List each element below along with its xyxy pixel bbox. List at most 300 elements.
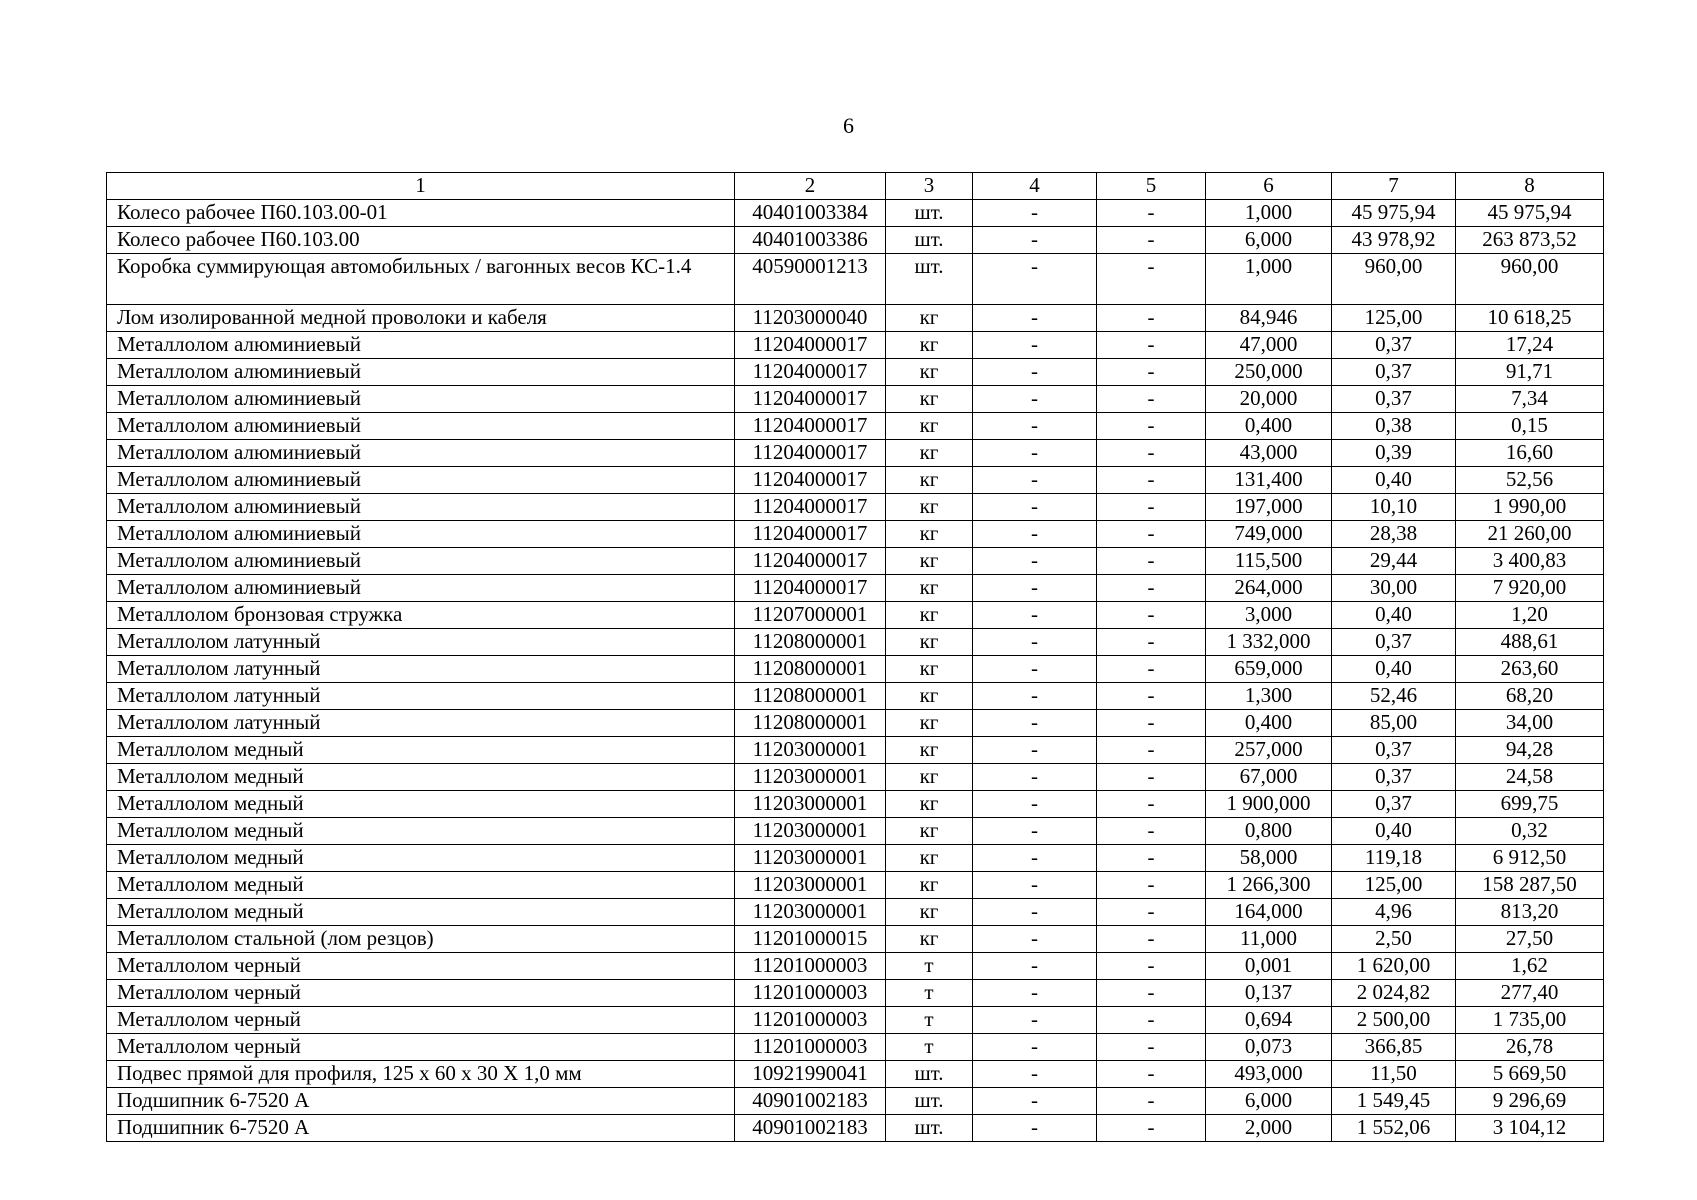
- item-sum: 16,60: [1456, 440, 1604, 467]
- table-row: [107, 1115, 1604, 1142]
- item-price: 1 620,00: [1332, 953, 1456, 980]
- item-unit: шт.: [886, 254, 973, 305]
- item-unit: кг: [886, 602, 973, 629]
- item-code: 11203000001: [735, 764, 886, 791]
- item-name: Металлолом медный: [107, 899, 735, 926]
- item-code: 11204000017: [735, 467, 886, 494]
- item-quantity: 3,000: [1206, 602, 1332, 629]
- table-row: [107, 575, 1604, 602]
- item-unit: кг: [886, 656, 973, 683]
- item-sum: 3 104,12: [1456, 1115, 1604, 1142]
- item-sum: 34,00: [1456, 710, 1604, 737]
- item-sum: 813,20: [1456, 899, 1604, 926]
- item-price: 960,00: [1332, 254, 1456, 305]
- item-col4: -: [973, 440, 1097, 467]
- item-price: 0,38: [1332, 413, 1456, 440]
- table-row: [107, 440, 1604, 467]
- item-price: 0,37: [1332, 764, 1456, 791]
- item-name: Металлолом алюминиевый: [107, 494, 735, 521]
- item-sum: 5 669,50: [1456, 1061, 1604, 1088]
- item-name: Металлолом алюминиевый: [107, 575, 735, 602]
- item-unit: т: [886, 1034, 973, 1061]
- item-col4: -: [973, 791, 1097, 818]
- item-sum: 158 287,50: [1456, 872, 1604, 899]
- item-unit: кг: [886, 332, 973, 359]
- item-sum: 1,62: [1456, 953, 1604, 980]
- item-code: 11204000017: [735, 494, 886, 521]
- item-name: Металлолом медный: [107, 764, 735, 791]
- item-code: 40401003386: [735, 227, 886, 254]
- item-name: Металлолом черный: [107, 1034, 735, 1061]
- item-col5: -: [1097, 629, 1206, 656]
- item-quantity: 20,000: [1206, 386, 1332, 413]
- item-unit: шт.: [886, 227, 973, 254]
- item-col4: -: [973, 494, 1097, 521]
- item-col4: -: [973, 926, 1097, 953]
- column-number: 7: [1332, 173, 1456, 200]
- table-row: [107, 737, 1604, 764]
- item-col4: -: [973, 467, 1097, 494]
- item-col5: -: [1097, 332, 1206, 359]
- item-code: 11201000015: [735, 926, 886, 953]
- item-col4: -: [973, 899, 1097, 926]
- item-code: 11203000040: [735, 305, 886, 332]
- table-row: [107, 413, 1604, 440]
- item-price: 0,37: [1332, 791, 1456, 818]
- item-col5: -: [1097, 1034, 1206, 1061]
- item-unit: шт.: [886, 200, 973, 227]
- item-price: 0,37: [1332, 332, 1456, 359]
- item-name: Металлолом алюминиевый: [107, 359, 735, 386]
- item-col4: -: [973, 305, 1097, 332]
- item-unit: кг: [886, 548, 973, 575]
- item-name: Металлолом стальной (лом резцов): [107, 926, 735, 953]
- table-row: [107, 548, 1604, 575]
- item-sum: 263,60: [1456, 656, 1604, 683]
- item-code: 11204000017: [735, 386, 886, 413]
- item-col4: -: [973, 413, 1097, 440]
- item-quantity: 749,000: [1206, 521, 1332, 548]
- item-unit: кг: [886, 467, 973, 494]
- item-sum: 960,00: [1456, 254, 1604, 305]
- item-code: 11201000003: [735, 1007, 886, 1034]
- item-sum: 52,56: [1456, 467, 1604, 494]
- item-col5: -: [1097, 1088, 1206, 1115]
- item-code: 11204000017: [735, 575, 886, 602]
- item-quantity: 131,400: [1206, 467, 1332, 494]
- item-sum: 27,50: [1456, 926, 1604, 953]
- item-price: 28,38: [1332, 521, 1456, 548]
- item-unit: кг: [886, 683, 973, 710]
- item-unit: кг: [886, 629, 973, 656]
- item-col4: -: [973, 710, 1097, 737]
- item-code: 11208000001: [735, 683, 886, 710]
- item-quantity: 0,800: [1206, 818, 1332, 845]
- item-col5: -: [1097, 872, 1206, 899]
- table-row: [107, 926, 1604, 953]
- item-col5: -: [1097, 254, 1206, 305]
- item-unit: кг: [886, 710, 973, 737]
- item-price: 0,39: [1332, 440, 1456, 467]
- table-row: [107, 254, 1604, 305]
- item-price: 0,40: [1332, 602, 1456, 629]
- item-sum: 277,40: [1456, 980, 1604, 1007]
- item-price: 11,50: [1332, 1061, 1456, 1088]
- item-unit: кг: [886, 386, 973, 413]
- item-name: Колесо рабочее П60.103.00: [107, 227, 735, 254]
- item-price: 0,37: [1332, 359, 1456, 386]
- item-price: 2 024,82: [1332, 980, 1456, 1007]
- item-sum: 17,24: [1456, 332, 1604, 359]
- item-sum: 7,34: [1456, 386, 1604, 413]
- table-row: [107, 953, 1604, 980]
- item-unit: кг: [886, 872, 973, 899]
- item-price: 0,40: [1332, 656, 1456, 683]
- item-col5: -: [1097, 1061, 1206, 1088]
- item-col4: -: [973, 548, 1097, 575]
- item-col4: -: [973, 1007, 1097, 1034]
- item-col5: -: [1097, 980, 1206, 1007]
- column-number: 6: [1206, 173, 1332, 200]
- item-name: Металлолом алюминиевый: [107, 467, 735, 494]
- item-price: 0,40: [1332, 818, 1456, 845]
- item-name: Колесо рабочее П60.103.00-01: [107, 200, 735, 227]
- item-sum: 24,58: [1456, 764, 1604, 791]
- table-row: [107, 305, 1604, 332]
- item-sum: 6 912,50: [1456, 845, 1604, 872]
- table-row: [107, 467, 1604, 494]
- item-name: Лом изолированной медной проволоки и кабеля: [107, 305, 735, 332]
- item-col5: -: [1097, 575, 1206, 602]
- table-row: [107, 494, 1604, 521]
- item-col5: -: [1097, 926, 1206, 953]
- item-name: Подшипник 6-7520 А: [107, 1088, 735, 1115]
- item-price: 4,96: [1332, 899, 1456, 926]
- item-name: Металлолом алюминиевый: [107, 413, 735, 440]
- item-code: 11203000001: [735, 845, 886, 872]
- item-col4: -: [973, 332, 1097, 359]
- item-name: Металлолом бронзовая стружка: [107, 602, 735, 629]
- item-col4: -: [973, 1061, 1097, 1088]
- item-quantity: 6,000: [1206, 1088, 1332, 1115]
- item-name: Металлолом алюминиевый: [107, 332, 735, 359]
- item-code: 11203000001: [735, 899, 886, 926]
- item-price: 125,00: [1332, 872, 1456, 899]
- item-code: 11201000003: [735, 980, 886, 1007]
- item-quantity: 58,000: [1206, 845, 1332, 872]
- item-code: 11204000017: [735, 521, 886, 548]
- item-col5: -: [1097, 413, 1206, 440]
- item-quantity: 659,000: [1206, 656, 1332, 683]
- page-number: 6: [843, 113, 854, 138]
- item-code: 11203000001: [735, 818, 886, 845]
- item-name: Металлолом латунный: [107, 710, 735, 737]
- item-quantity: 493,000: [1206, 1061, 1332, 1088]
- item-name: Металлолом медный: [107, 737, 735, 764]
- item-name: Металлолом черный: [107, 953, 735, 980]
- item-name: Металлолом медный: [107, 845, 735, 872]
- item-col5: -: [1097, 386, 1206, 413]
- item-col4: -: [973, 521, 1097, 548]
- item-col4: -: [973, 200, 1097, 227]
- table-body: [107, 173, 1604, 1142]
- item-sum: 10 618,25: [1456, 305, 1604, 332]
- item-col5: -: [1097, 1007, 1206, 1034]
- item-col5: -: [1097, 1115, 1206, 1142]
- item-name: Металлолом латунный: [107, 656, 735, 683]
- table-row: [107, 656, 1604, 683]
- table-row: [107, 200, 1604, 227]
- item-quantity: 1 900,000: [1206, 791, 1332, 818]
- item-quantity: 115,500: [1206, 548, 1332, 575]
- item-col4: -: [973, 1088, 1097, 1115]
- table-row: [107, 872, 1604, 899]
- item-unit: кг: [886, 737, 973, 764]
- item-code: 40901002183: [735, 1088, 886, 1115]
- item-code: 11208000001: [735, 710, 886, 737]
- item-price: 1 552,06: [1332, 1115, 1456, 1142]
- item-name: Металлолом медный: [107, 818, 735, 845]
- inventory-table: [106, 172, 1604, 1142]
- item-col5: -: [1097, 737, 1206, 764]
- table-row: [107, 359, 1604, 386]
- item-price: 2 500,00: [1332, 1007, 1456, 1034]
- item-quantity: 197,000: [1206, 494, 1332, 521]
- item-sum: 7 920,00: [1456, 575, 1604, 602]
- table-row: [107, 845, 1604, 872]
- item-code: 11203000001: [735, 791, 886, 818]
- item-quantity: 11,000: [1206, 926, 1332, 953]
- item-col4: -: [973, 845, 1097, 872]
- item-col4: -: [973, 656, 1097, 683]
- column-number: 5: [1097, 173, 1206, 200]
- item-sum: 488,61: [1456, 629, 1604, 656]
- item-name: Металлолом алюминиевый: [107, 386, 735, 413]
- item-price: 10,10: [1332, 494, 1456, 521]
- item-unit: кг: [886, 926, 973, 953]
- item-unit: кг: [886, 440, 973, 467]
- table-row: [107, 980, 1604, 1007]
- item-quantity: 250,000: [1206, 359, 1332, 386]
- item-unit: кг: [886, 494, 973, 521]
- item-sum: 9 296,69: [1456, 1088, 1604, 1115]
- item-unit: т: [886, 1007, 973, 1034]
- item-name: Металлолом латунный: [107, 629, 735, 656]
- item-name: Металлолом алюминиевый: [107, 521, 735, 548]
- item-col4: -: [973, 575, 1097, 602]
- item-unit: т: [886, 980, 973, 1007]
- item-quantity: 0,400: [1206, 710, 1332, 737]
- item-code: 11204000017: [735, 332, 886, 359]
- item-col5: -: [1097, 953, 1206, 980]
- item-quantity: 6,000: [1206, 227, 1332, 254]
- column-number: 8: [1456, 173, 1604, 200]
- item-col5: -: [1097, 227, 1206, 254]
- column-number-row: [107, 173, 1604, 200]
- item-code: 11203000001: [735, 872, 886, 899]
- item-quantity: 0,694: [1206, 1007, 1332, 1034]
- item-col4: -: [973, 818, 1097, 845]
- item-col5: -: [1097, 467, 1206, 494]
- item-col5: -: [1097, 683, 1206, 710]
- item-col5: -: [1097, 494, 1206, 521]
- item-col5: -: [1097, 656, 1206, 683]
- item-sum: 21 260,00: [1456, 521, 1604, 548]
- column-number: 2: [735, 173, 886, 200]
- item-col4: -: [973, 227, 1097, 254]
- item-unit: кг: [886, 764, 973, 791]
- table-row: [107, 521, 1604, 548]
- item-unit: кг: [886, 359, 973, 386]
- item-name: Металлолом алюминиевый: [107, 440, 735, 467]
- item-quantity: 43,000: [1206, 440, 1332, 467]
- item-name: Металлолом черный: [107, 980, 735, 1007]
- table-row: [107, 1007, 1604, 1034]
- item-price: 30,00: [1332, 575, 1456, 602]
- item-quantity: 1 332,000: [1206, 629, 1332, 656]
- item-col4: -: [973, 764, 1097, 791]
- item-sum: 91,71: [1456, 359, 1604, 386]
- table-row: [107, 764, 1604, 791]
- item-unit: шт.: [886, 1088, 973, 1115]
- table-row: [107, 602, 1604, 629]
- item-unit: кг: [886, 845, 973, 872]
- item-col4: -: [973, 386, 1097, 413]
- item-code: 11201000003: [735, 1034, 886, 1061]
- item-quantity: 164,000: [1206, 899, 1332, 926]
- item-col4: -: [973, 737, 1097, 764]
- column-number: 4: [973, 173, 1097, 200]
- item-col4: -: [973, 629, 1097, 656]
- item-price: 29,44: [1332, 548, 1456, 575]
- item-price: 43 978,92: [1332, 227, 1456, 254]
- item-name: Металлолом латунный: [107, 683, 735, 710]
- item-code: 40901002183: [735, 1115, 886, 1142]
- item-price: 125,00: [1332, 305, 1456, 332]
- item-col5: -: [1097, 440, 1206, 467]
- item-name: Подвес прямой для профиля, 125 х 60 х 30 Х 1,0 мм: [107, 1061, 735, 1088]
- item-col5: -: [1097, 359, 1206, 386]
- item-code: 11203000001: [735, 737, 886, 764]
- item-code: 11204000017: [735, 359, 886, 386]
- item-col5: -: [1097, 845, 1206, 872]
- item-name: Металлолом медный: [107, 791, 735, 818]
- item-price: 0,37: [1332, 386, 1456, 413]
- item-name: Коробка суммирующая автомобильных / вагонных весов КС-1.4: [107, 254, 735, 305]
- item-sum: 26,78: [1456, 1034, 1604, 1061]
- item-code: 11208000001: [735, 629, 886, 656]
- item-col5: -: [1097, 602, 1206, 629]
- item-col5: -: [1097, 305, 1206, 332]
- table-row: [107, 791, 1604, 818]
- item-sum: 45 975,94: [1456, 200, 1604, 227]
- item-quantity: 1,300: [1206, 683, 1332, 710]
- item-col4: -: [973, 1034, 1097, 1061]
- item-code: 11201000003: [735, 953, 886, 980]
- item-price: 52,46: [1332, 683, 1456, 710]
- item-col5: -: [1097, 818, 1206, 845]
- item-sum: 94,28: [1456, 737, 1604, 764]
- item-sum: 1 735,00: [1456, 1007, 1604, 1034]
- item-quantity: 1,000: [1206, 254, 1332, 305]
- table-row: [107, 1061, 1604, 1088]
- item-sum: 263 873,52: [1456, 227, 1604, 254]
- item-quantity: 0,001: [1206, 953, 1332, 980]
- item-sum: 1,20: [1456, 602, 1604, 629]
- item-quantity: 0,137: [1206, 980, 1332, 1007]
- item-code: 11207000001: [735, 602, 886, 629]
- item-quantity: 84,946: [1206, 305, 1332, 332]
- item-price: 119,18: [1332, 845, 1456, 872]
- item-unit: кг: [886, 791, 973, 818]
- item-name: Металлолом медный: [107, 872, 735, 899]
- column-number: 1: [107, 173, 735, 200]
- item-col5: -: [1097, 791, 1206, 818]
- item-code: 11204000017: [735, 548, 886, 575]
- item-col4: -: [973, 953, 1097, 980]
- table-row: [107, 332, 1604, 359]
- item-code: 11204000017: [735, 413, 886, 440]
- item-price: 1 549,45: [1332, 1088, 1456, 1115]
- item-unit: кг: [886, 899, 973, 926]
- item-col5: -: [1097, 548, 1206, 575]
- table-row: [107, 683, 1604, 710]
- table-row: [107, 386, 1604, 413]
- item-code: 10921990041: [735, 1061, 886, 1088]
- item-unit: кг: [886, 521, 973, 548]
- item-name: Металлолом алюминиевый: [107, 548, 735, 575]
- table-row: [107, 818, 1604, 845]
- item-price: 2,50: [1332, 926, 1456, 953]
- item-sum: 0,15: [1456, 413, 1604, 440]
- item-price: 366,85: [1332, 1034, 1456, 1061]
- item-sum: 68,20: [1456, 683, 1604, 710]
- item-unit: кг: [886, 818, 973, 845]
- item-col4: -: [973, 359, 1097, 386]
- item-quantity: 264,000: [1206, 575, 1332, 602]
- item-unit: шт.: [886, 1115, 973, 1142]
- item-col5: -: [1097, 521, 1206, 548]
- item-code: 11204000017: [735, 440, 886, 467]
- item-col4: -: [973, 872, 1097, 899]
- item-quantity: 47,000: [1206, 332, 1332, 359]
- item-code: 11208000001: [735, 656, 886, 683]
- item-col4: -: [973, 254, 1097, 305]
- table-row: [107, 899, 1604, 926]
- table-row: [107, 227, 1604, 254]
- item-price: 0,37: [1332, 737, 1456, 764]
- item-unit: т: [886, 953, 973, 980]
- item-unit: кг: [886, 413, 973, 440]
- item-unit: кг: [886, 575, 973, 602]
- item-unit: шт.: [886, 1061, 973, 1088]
- table-row: [107, 710, 1604, 737]
- column-number: 3: [886, 173, 973, 200]
- item-col5: -: [1097, 764, 1206, 791]
- item-price: 85,00: [1332, 710, 1456, 737]
- item-name: Подшипник 6-7520 А: [107, 1115, 735, 1142]
- item-quantity: 67,000: [1206, 764, 1332, 791]
- table-row: [107, 1034, 1604, 1061]
- item-col4: -: [973, 980, 1097, 1007]
- item-quantity: 2,000: [1206, 1115, 1332, 1142]
- item-col5: -: [1097, 710, 1206, 737]
- item-sum: 1 990,00: [1456, 494, 1604, 521]
- item-sum: 699,75: [1456, 791, 1604, 818]
- item-col5: -: [1097, 899, 1206, 926]
- item-quantity: 257,000: [1206, 737, 1332, 764]
- item-col4: -: [973, 683, 1097, 710]
